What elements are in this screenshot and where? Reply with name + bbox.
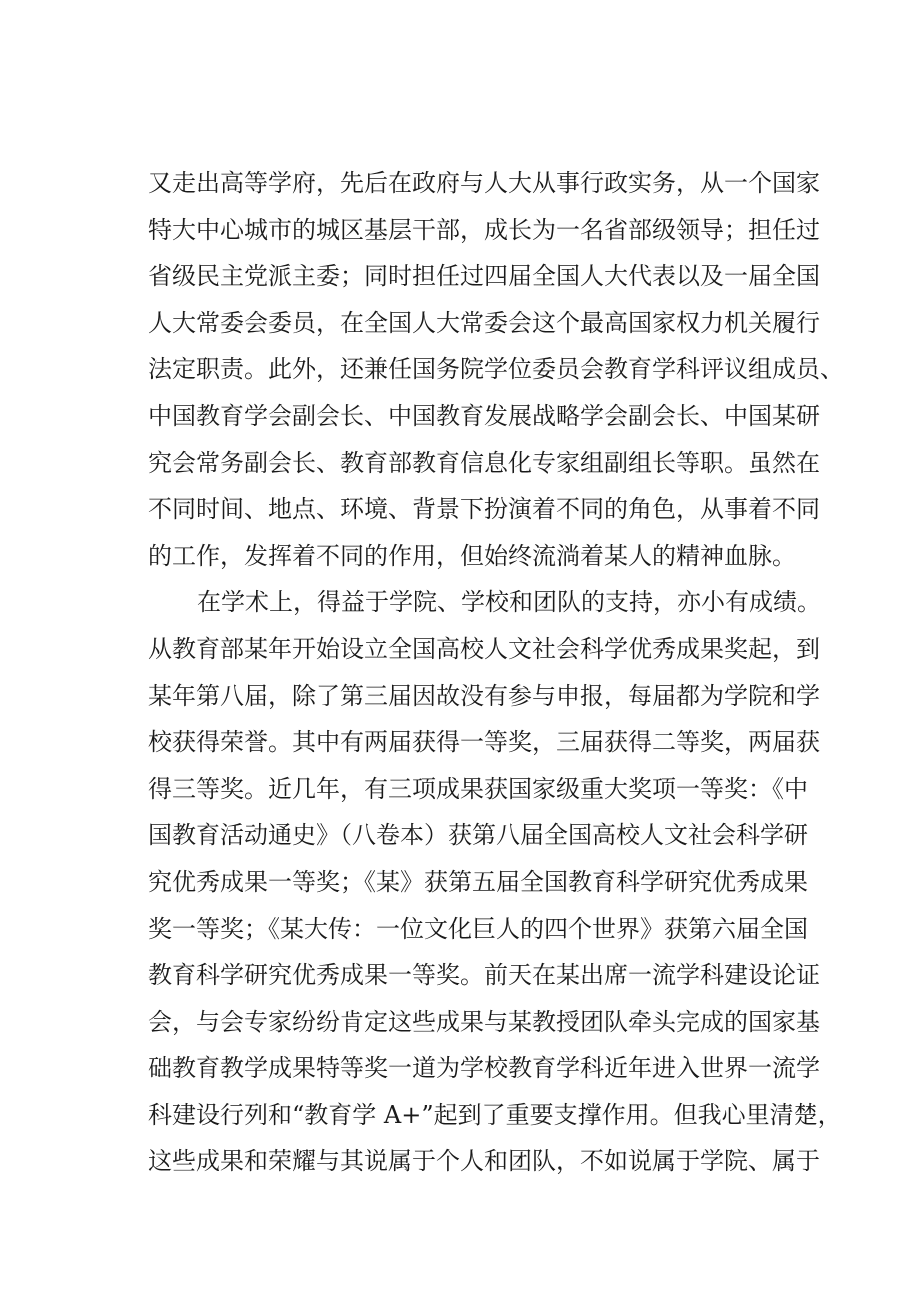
- text-line: 得三等奖。近几年，有三项成果获国家级重大奖项一等奖：《中: [148, 774, 808, 803]
- text-line: 又走出高等学府，先后在政府与人大从事行政实务，从一个国家: [148, 169, 820, 197]
- text-line: 校获得荣誉。其中有两届获得一等奖，三届获得二等奖，两届获: [148, 728, 820, 757]
- text-line: 省级民主党派主委；同时担任过四届全国人大代表以及一届全国: [148, 262, 820, 291]
- text-line: 人大常委会委员，在全国人大常委会这个最高国家权力机关履行: [148, 308, 820, 337]
- paragraph-2: [148, 579, 842, 1185]
- text-line: 不同时间、地点、环境、背景下扮演着不同的角色，从事着不同: [148, 495, 820, 524]
- text-line: 法定职责。此外，还兼任国务院学位委员会教育学科评议组成员、: [148, 355, 844, 384]
- text-line: 究优秀成果一等奖；《某》获第五届全国教育科学研究优秀成果: [148, 867, 808, 896]
- text-line: 中国教育学会副会长、中国教育发展战略学会副会长、中国某研: [148, 401, 820, 430]
- paragraph-1: [148, 160, 844, 579]
- text-line: 这些成果和荣耀与其说属于个人和团队，不如说属于学院、属于: [148, 1147, 820, 1176]
- body-text: [148, 160, 844, 1185]
- text-line: 会，与会专家纷纷肯定这些成果与某教授团队牵头完成的国家基: [148, 1007, 820, 1036]
- text-line: 教育科学研究优秀成果一等奖。前天在某出席一流学科建设论证: [148, 961, 820, 990]
- text-line: 国教育活动通史》（八卷本）获第八届全国高校人文社会科学研: [148, 821, 808, 850]
- text-line: 础教育教学成果特等奖一道为学校教育学科近年进入世界一流学: [148, 1054, 820, 1083]
- text-line: 的工作，发挥着不同的作用，但始终流淌着某人的精神血脉。: [148, 541, 796, 570]
- text-line: 科建设行列和“教育学 A+”起到了重要支撑作用。但我心里清楚，: [148, 1100, 842, 1129]
- text-line: 奖一等奖；《某大传：一位文化巨人的四个世界》获第六届全国: [148, 914, 808, 943]
- text-line: 某年第八届，除了第三届因故没有参与申报，每届都为学院和学: [148, 681, 820, 710]
- text-line: 特大中心城市的城区基层干部，成长为一名省部级领导；担任过: [148, 215, 820, 244]
- text-line: 在学术上，得益于学院、学校和团队的支持，亦小有成绩。: [197, 588, 821, 617]
- text-line: 究会常务副会长、教育部教育信息化专家组副组长等职。虽然在: [148, 448, 820, 477]
- text-line: 从教育部某年开始设立全国高校人文社会科学优秀成果奖起，到: [148, 634, 820, 663]
